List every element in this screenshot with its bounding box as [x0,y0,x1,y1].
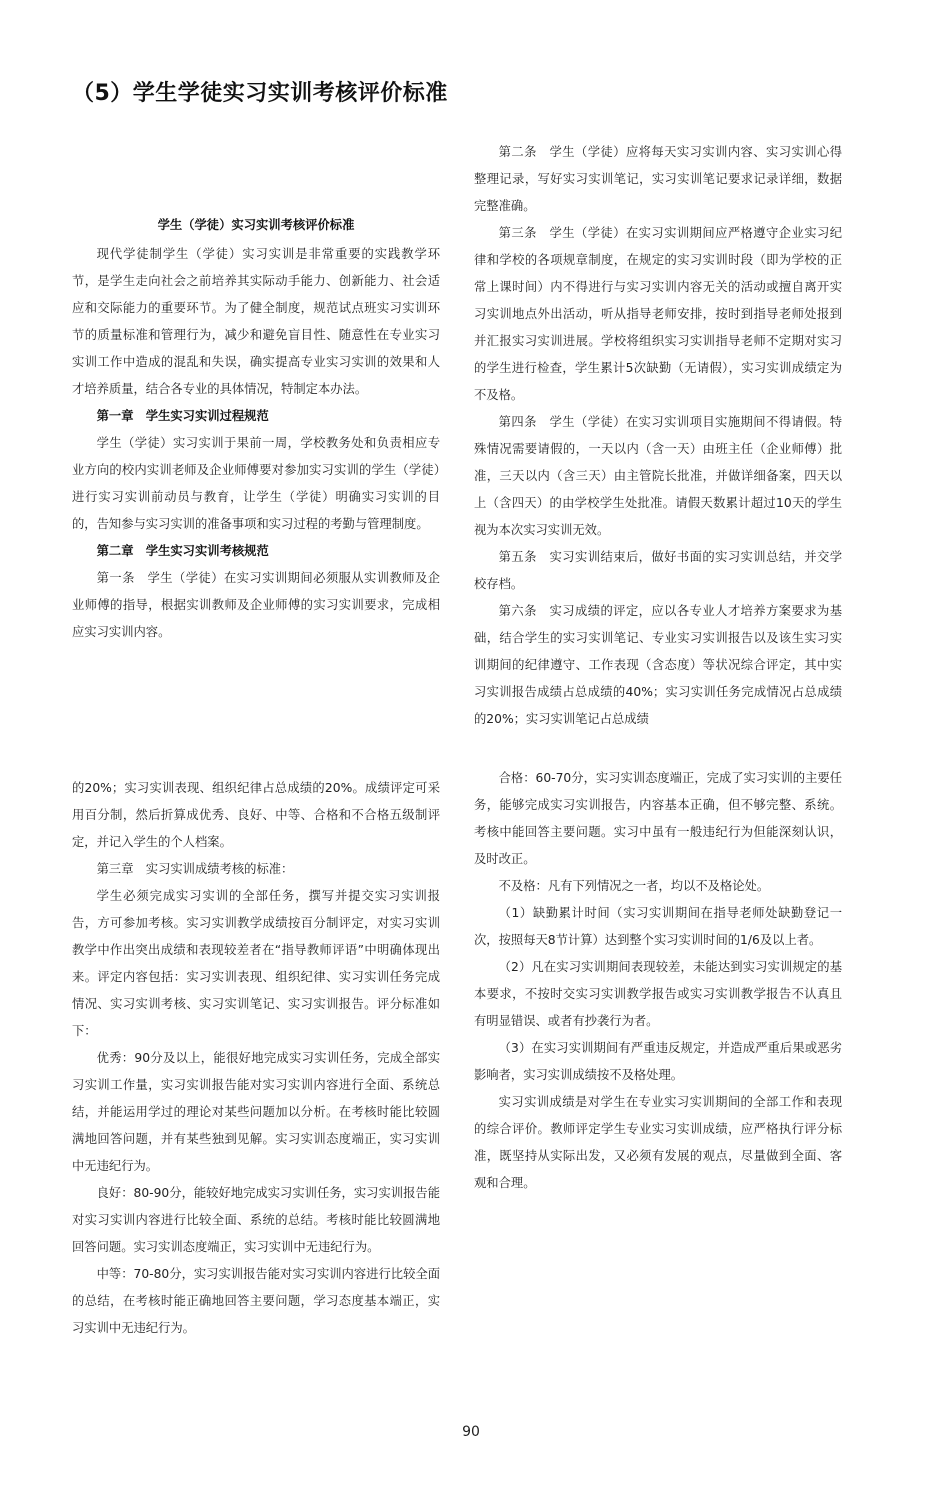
fail-condition-3: （3）在实习实训期间有严重违反规定，并造成严重后果或恶劣影响者，实习实训成绩按不及格处理。 [474,1041,842,1082]
paragraph-process: 学生（学徒）实习实训于果前一周，学校教务处和负责相应专业方向的校内实训老师及企业师傅要对参加实习实训的学生（学徒）进行实习实训前动员与教育，让学生（学徒）明确实习实训的目的，告知参与实习实训的准备事项和实习过程的考勤与管理制度。 [72,436,440,531]
chapter-1-heading: 第一章 学生实习实训过程规范 [96,409,269,423]
chapter-2-heading: 第二章 学生实习实训考核规范 [96,544,269,558]
grade-pass: 合格：60-70分，实习实训态度端正，完成了实习实训的主要任务，能够完成实习实训报告，内容基本正确，但不够完整、系统。考核中能回答主要问题。实习中虽有一般违纪行为但能深刻认识，及时改正。 [474,771,842,866]
article-2: 第二条 学生（学徒）应将每天实习实训内容、实习实训心得整理记录，写好实习实训笔记，实习实训笔记要求记录详细，数据完整准确。 [474,145,842,213]
grade-medium: 中等：70-80分，实习实训报告能对实习实训内容进行比较全面的总结，在考核时能正确地回答主要问题，学习态度基本端正，实习实训中无违纪行为。 [72,1267,440,1335]
fail-condition-1: （1）缺勤累计时间（实习实训期间在指导老师处缺勤登记一次，按照每天8节计算）达到整个实习实训时间的1/6及以上者。 [474,906,842,947]
paragraph-assessment: 学生必须完成实习实训的全部任务，撰写并提交实习实训报告，方可参加考核。实习实训教学成绩按百分制评定，对实习实训教学中作出突出成绩和表现较差者在“指导教师评语”中明确体现出来。评定内容包括：实习实训表现、组织纪律、实习实训任务完成情况、实习实训考核、实习实训笔记、实习实训报告。评分标准如下： [72,889,440,1038]
grade-good: 良好：80-90分，能较好地完成实习实训任务，实习实训报告能对实习实训内容进行比较全面、系统的总结。考核时能比较圆满地回答问题。实习实训态度端正，实习实训中无违纪行为。 [72,1186,440,1254]
article-6-continued: 的20%；实习实训表现、组织纪律占总成绩的20%。成绩评定可采用百分制，然后折算成优秀、良好、中等、合格和不合格五级制评定，并记入学生的个人档案。 [72,781,440,849]
article-5: 第五条 实习实训结束后，做好书面的实习实训总结，并交学校存档。 [474,550,842,591]
grade-excellent: 优秀：90分及以上，能很好地完成实习实训任务，完成全部实习实训工作量，实习实训报告能对实习实训内容进行全面、系统总结，并能运用学过的理论对某些问题加以分析。在考核时能比较圆满地回答问题，并有某些独到见解。实习实训态度端正，实习实训中无违纪行为。 [72,1051,440,1173]
chapter-3-heading: 第三章 实习实训成绩考核的标准： [96,862,294,876]
article-1: 第一条 学生（学徒）在实习实训期间必须服从实训教师及企业师傅的指导，根据实训教师及企业师傅的实习实训要求，完成相应实习实训内容。 [72,571,440,639]
column-left-bottom [72,775,440,1342]
column-right-bottom [474,765,842,1197]
article-4: 第四条 学生（学徒）在实习实训项目实施期间不得请假。特殊情况需要请假的，一天以内（含一天）由班主任（企业师傅）批准，三天以内（含三天）由主管院长批准，并做详细备案，四天以上（含四天）的由学校学生处批准。请假天数累计超过10天的学生视为本次实习实训无效。 [474,415,842,537]
page-heading: （5）学生学徒实习实训考核评价标准 [72,81,448,106]
paragraph-summary: 实习实训成绩是对学生在专业实习实训期间的全部工作和表现的综合评价。教师评定学生专业实习实训成绩，应严格执行评分标准，既坚持从实际出发，又必须有发展的观点，尽量做到全面、客观和合理。 [474,1095,842,1190]
column-right-top [474,139,842,733]
section-subtitle: 学生（学徒）实习实训考核评价标准 [157,218,355,232]
article-3: 第三条 学生（学徒）在实习实训期间应严格遵守企业实习纪律和学校的各项规章制度，在规定的实习实训时段（即为学校的正常上课时间）内不得进行与实习实训内容无关的活动或擅自离开实习实训地点外出活动，听从指导老师安排，按时到指导老师处报到并汇报实习实训进展。学校将组织实习实训指导老师不定期对实习的学生进行检查，学生累计5次缺勤（无请假），实习实训成绩定为不及格。 [474,226,842,402]
fail-condition-2: （2）凡在实习实训期间表现较差，未能达到实习实训规定的基本要求，不按时交实习实训教学报告或实习实训教学报告不认真且有明显错误、或者有抄袭行为者。 [474,960,842,1028]
page-number: 90 [462,1424,480,1440]
article-6: 第六条 实习成绩的评定，应以各专业人才培养方案要求为基础，结合学生的实习实训笔记、专业实习实训报告以及该生实习实训期间的纪律遵守、工作表现（含态度）等状况综合评定，其中实习实训报告成绩占总成绩的40%；实习实训任务完成情况占总成绩的20%；实习实训笔记占总成绩 [474,604,842,726]
grade-fail: 不及格：凡有下列情况之一者，均以不及格论处。 [498,879,770,893]
paragraph-intro: 现代学徒制学生（学徒）实习实训是非常重要的实践教学环节，是学生走向社会之前培养其实际动手能力、创新能力、社会适应和交际能力的重要环节。为了健全制度，规范试点班实习实训环节的质量标准和管理行为，减少和避免盲目性、随意性在专业实习实训工作中造成的混乱和失误，确实提高专业实习实训的效果和人才培养质量，结合各专业的具体情况，特制定本办法。 [72,247,440,396]
column-left-top [72,212,440,646]
